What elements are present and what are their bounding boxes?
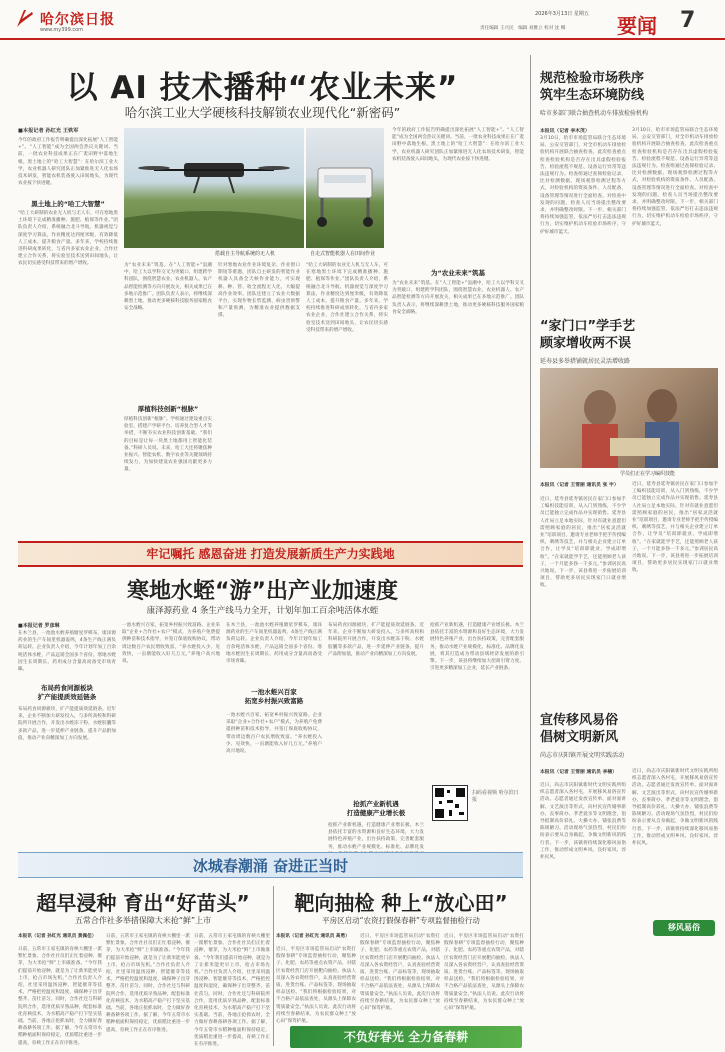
bottom-left-subhead: 五常合作社多举措保障大米抢“鲜”上市: [74, 916, 212, 925]
photo-field-robot: [306, 128, 384, 248]
main-subtitle-2: 为“农业未来”筑基: [430, 269, 486, 277]
middle-sub-2: 一池水蛭兴百家 拓宽乡村振兴致富路: [244, 688, 304, 705]
bottom-divider: [273, 886, 274, 1046]
banner-middle-text: 冰城春潮涌 奋进正当时: [192, 857, 349, 875]
section-label: 要闻: [617, 14, 657, 38]
qr-code[interactable]: [432, 785, 468, 821]
masthead-rule: [0, 38, 725, 40]
banner-top-text: 牢记嘱托 感恩奋进 打造发展新质生产力实践地: [146, 547, 395, 561]
bottom-right-byline: 本报讯（记者 孙红光 通讯员 高勇）: [276, 934, 350, 939]
main-para-3: 为“农业未来”筑基。在“人工智能+”浪潮中，哈工大以学科交叉为突破口，组建跨学科团队，围绕智慧农业、农业机器人、农产品智能检测等方向开展攻关，相关成果已在多地示范推广。团队负责人表示，将继续深耕黑土地，推动更多硬核科技服务国家粮食安全战略。: [124, 263, 212, 312]
main-para-5: 针对寒地农业作业环境复杂、作业窗口期短等难题，团队自主研发的智能作业机器人具备全天候作业能力，可实现耕、种、管、收全流程无人化，大幅提高作业效率。团队还建立了农业大数据平台，实现作物长势监测、病虫害预警和产量预测，为精准农业提供数据支撑。: [218, 263, 300, 319]
photo-craft-training: [540, 368, 718, 468]
bottom-left-byline: 本报讯（记者 孙红光 通讯员 黄佩佳）: [18, 934, 97, 939]
right-bottom-para-b: 近日，尚志市庆阳镇新时代文明实践所组织志愿者深入各村屯，开展移风易俗宣传活动。志愿者通过发放宣传单、面对面讲解、文艺演出等形式，向村民宣传婚事新办、丧事简办、孝老爱亲等文明理念，倡导抵制高价彩礼、大操大办、铺张浪费等陈规陋习。活动现场气氛热烈，村民们纷纷表示要从自身做起，争做文明新风的践行者。下一步，该镇将持续深化移风易俗工作，推动形成文明乡风、良好家风、淳朴民风。: [632, 769, 718, 847]
middle-subhead: 康泽源药业 4 条生产线马力全开，计划年加工百余吨活体水蛭: [146, 606, 379, 616]
photo-caption-2: 自走式智能机器人在田间作业: [310, 251, 376, 257]
main-para-4: 厚植科技创新“根脉”。学校通过建设重点实验室、搭建产学研平台、培养复合型人才等举措，不断夯实农业科技创新基础。“我们的目标是让每一块黑土地都用上智能化装备。”科研人员说。未来，哈工大还将聚焦种业振兴、智能农机、数字农业等关键领域持续发力，为加快建设农业强国贡献更多力量。: [124, 417, 212, 473]
middle-byline: ■本报记者 罗彦琳: [18, 623, 60, 629]
main-para-6: “哈工大研制的农业无人机与无人车，可在寒地黑土环境下完成精准播种、施肥、植保等作业。”团队负责人介绍，系统融合北斗导航、机器视觉与深度学习算法，作业精度达到厘米级，有效降低人工成本，提升粮食产量。多年来，学校持续推进科研成果转化，与省内多家农业企业、合作社建立合作关系，将实验室技术送到田间地头，让农民切实感受科技带来的增产增收。: [306, 263, 388, 333]
main-subtitle-1: 黑土地上的“哈工大智慧”: [31, 200, 105, 208]
right-top-headline: 规范检验市场秩序 筑牢生态环境防线: [540, 71, 645, 103]
main-para-2: “哈工大研制的农业无人机与无人车，可在寒地黑土环境下完成精准播种、施肥、植保等作业。”团队负责人介绍，系统融合北斗导航、机器视觉与深度学习算法，作业精度达到厘米级，有效降低人工成本，提升粮食产量。多年来，学校持续推进科研成果转化，与省内多家农业企业、合作社建立合作关系，将实验室技术送到田间地头，让农民切实感受科技带来的增产增收。: [18, 211, 118, 267]
right-bottom-para: 近日，尚志市庆阳镇新时代文明实践所组织志愿者深入各村屯，开展移风易俗宣传活动。志愿者通过发放宣传单、面对面讲解、文艺演出等形式，向村民宣传婚事新办、丧事简办、孝老爱亲等文明理念，倡导抵制高价彩礼、大操大办、铺张浪费等陈规陋习。活动现场气氛热烈，村民们纷纷表示要从自身做起，争做文明新风的践行者。下一步，该镇将持续深化移风易俗工作，推动形成文明乡风、良好家风、淳朴民风。: [540, 783, 626, 861]
photo-caption-3: 学员们正在学习编织技能: [620, 471, 676, 477]
right-bottom-byline: 本报讯（记者 王雪丽 通讯员 李楠）: [540, 770, 617, 775]
main-headline: 以 AI 技术播种“农业未来”: [66, 70, 459, 106]
banner-top: [18, 541, 523, 567]
right-mid-subhead: 延寿县多举措铺就居民灵活增收路: [540, 358, 631, 365]
right-top-para-b: 3月10日，哈市市场监管局联合生态环境局、公安交管部门，对全市机动车排放检验机构开展联合抽查检查。此次检查重点检查检验机构是否存在出具虚假检验报告、检验流程不规范、设备运行异常等违法违规行为。检查组通过查阅检验记录、比对检测数据、现场观察检测过程等方式，对检验机构的资质条件、人员配备、设备管理等情况进行全面检查。对检查中发现的问题，检查人员当场提出整改要求，并明确整改时限。下一步，相关部门将持续加强监管，依法严厉打击违法违规行为，切实维护机动车检验市场秩序，守护好城市蓝天。: [632, 128, 718, 227]
qr-label: 扫码看视频 哈尔滨日报: [472, 790, 519, 803]
bottom-right-subhead: 平房区启动“农资打假保春耕”专项监督抽检行动: [322, 916, 480, 925]
bottom-left-para-3: 日前，五常市王家屯镇的育秧大棚里一派繁忙景象。合作社社员们正忙着浸种、催芽，为大米抢“鲜”上市做准备。“今年我们提前开始浸种，就是为了让新米能更早上市，抢占市场先机。”合作社负责人介绍，社里采用温汤浸种、智能催芽等技术，严格把控温度和湿度，确保种子出芽整齐、苗壮苗匀。同时，合作社还与科研院所合作，选用优质早熟品种，配套标准化育秧技术，为水稻高产稳产打下坚实基础。当前，各地正抢抓农时，全力做好春耕备耕各项工作。据了解，今年五常市水稻种植面积保持稳定，优质稻比重进一步提高，育秧工作正在有序推进。: [194, 934, 270, 1048]
right-top-para: 3月10日，哈市市场监管局联合生态环境局、公安交管部门，对全市机动车排放检验机构开展联合抽查检查。此次检查重点检查检验机构是否存在出具虚假检验报告、检验流程不规范、设备运行异常等违法违规行为。检查组通过查阅检验记录、比对检测数据、现场观察检测过程等方式，对检验机构的资质条件、人员配备、设备管理等情况进行全面检查。对检查中发现的问题，检查人员当场提出整改要求，并明确整改时限。下一步，相关部门将持续加强监管，依法严厉打击违法违规行为，切实维护机动车检验市场秩序，守护好城市蓝天。: [540, 136, 626, 235]
right-bottom-subhead: 尚志市庆阳镇开展文明实践活动: [540, 752, 625, 759]
editor-credits: 责任编辑 王兴民 编辑 刘雅立 校对 沈 娜: [480, 26, 566, 31]
bottom-left-headline: 超早浸种 育出“好苗头”: [36, 891, 250, 915]
footer-banner: [290, 1026, 522, 1048]
right-column-divider: [530, 55, 531, 960]
main-subhead: 哈尔滨工业大学硬核科技解锁农业现代化“新密码”: [124, 105, 401, 120]
newspaper-logo-icon: [14, 7, 36, 29]
middle-para-3: 一池水蛭兴百家，拓宽乡村振兴致富路。企业采取“企业+合作社+农户”模式，为养殖户免费提供种苗和技术指导，并签订保底收购协议，带动周边数百户农民增收致富。“养水蛭投入少、见效快，一亩塘能收入好几万元。”养殖户高兴地说。: [122, 623, 220, 665]
middle-sub-3: 抢抓产业新机遇 打造健康产业增长极: [346, 800, 406, 817]
photo-drone-field: [124, 128, 304, 248]
bottom-left-para-2: 日前，五常市王家屯镇的育秧大棚里一派繁忙景象。合作社社员们正忙着浸种、催芽，为大米抢“鲜”上市做准备。“今年我们提前开始浸种，就是为了让新米能更早上市，抢占市场先机。”合作社负责人介绍，社里采用温汤浸种、智能催芽等技术，严格把控温度和湿度，确保种子出芽整齐、苗壮苗匀。同时，合作社还与科研院所合作，选用优质早熟品种，配套标准化育秧技术，为水稻高产稳产打下坚实基础。当前，各地正抢抓农时，全力做好春耕备耕各项工作。据了解，今年五常市水稻种植面积保持稳定，优质稻比重进一步提高，育秧工作正在有序推进。: [106, 934, 190, 1033]
right-top-byline: 本报讯（记者 李木茂）: [540, 129, 590, 134]
middle-para-4: 在木兰县，一池池水蛭养殖塘星罗棋布，康泽源药业的生产车间里机器轰鸣，4条生产线正满负荷运转。企业负责人介绍，今年计划年加工百余吨活体水蛭，产品远销全国多个省份。寒地水蛭因生长周期长、药用成分含量高而备受市场青睐。: [226, 623, 322, 665]
banner-middle: [18, 852, 523, 878]
masthead: [0, 0, 725, 44]
middle-para-2: 布局药食同源板块，扩产能提质效延链条。近年来，企业不断加大研发投入，与多所高校和科研院所开展合作，开发出水蛭冻干粉、水蛭胶囊等多款产品，进一步延伸产业链条，提升产品附加值，推动产业向精深加工方向发展。: [18, 707, 116, 741]
main-para-1: 今年的政府工作报告明确提出深化拓展“人工智能+”。“人工智能”成为全国两会热议关键词。当前，一批农业科技成果正在广袤田野中落地生根。黑土地上的“哈工大智慧”：在哈尔滨工业大学，农业机器人研究团队正加紧推进无人化农场技术研发，智能农机装备驶入田间地头，为现代农业按下快进键。: [18, 138, 118, 187]
middle-sub-1: 布局药食同源板块 扩产能提质效延链条: [37, 684, 97, 701]
middle-headline: 寒地水蛭“游”出产业加速度: [127, 579, 398, 604]
right-bottom-label: 移风易俗: [653, 920, 715, 936]
middle-para-6: 布局药食同源板块，扩产能提质效延链条。近年来，企业不断加大研发投入，与多所高校和科研院所开展合作，开发出水蛭冻干粉、水蛭胶囊等多款产品，进一步延伸产业链条，提升产品附加值，推动产业向精深加工方向发展。: [328, 623, 424, 657]
photo-caption-1: 搭载自主导航系统的无人机: [215, 251, 276, 257]
right-mid-byline: 本报讯（记者 王雪丽 通讯员 张 宇）: [540, 483, 619, 488]
right-mid-headline: “家门口”学手艺 顾家增收两不误: [540, 319, 636, 351]
main-subtitle-3: 厚植科技创新“根脉”: [137, 405, 199, 413]
middle-para-1: 在木兰县，一池池水蛭养殖塘星罗棋布，康泽源药业的生产车间里机器轰鸣，4条生产线正满负荷运转。企业负责人介绍，今年计划年加工百余吨活体水蛭，产品远销全国多个省份。寒地水蛭因生长周期长、药用成分含量高而备受市场青睐。: [18, 631, 116, 673]
page-number: 7: [680, 8, 696, 33]
footer-banner-text: 不负好春光 全力备春耕: [343, 1030, 469, 1044]
middle-para-7: 抢抓产业新机遇，打造健康产业增长极。木兰县依托丰富的水资源和良好生态环境，大力发展特色养殖产业，出台扶持政策，完善配套服务，推动水蛭产业规模化、标准化、品牌化发: [328, 823, 424, 850]
paper-name: 哈尔滨日报: [40, 12, 115, 28]
main-para-7: 今年的政府工作报告明确提出深化拓展“人工智能+”。“人工智能”成为全国两会热议关键词。当前，一批农业科技成果正在广袤田野中落地生根。黑土地上的“哈工大智慧”：在哈尔滨工业大学，农业机器人研究团队正加紧推进无人化农场技术研发，智能农机装备驶入田间地头，为现代农业按下快进键。: [392, 128, 524, 162]
right-top-subhead: 哈市多部门联合抽查机动车排放检验机构: [540, 110, 649, 117]
bottom-right-para-3: 近日，平房区市场监管局启动“农资打假保春耕”专项监督抽检行动，聚焦种子、化肥、农药等重点农资产品，对辖区农资经营门店开展靶向抽检。执法人员深入各农资经营户，认真查验经营资质、进货台账、产品标签等，现场抽取样品送检。“我们将根据检验结果，对不合格产品依法查处，从源头上保障农资质量安全。”执法人员说。此次行动将持续至春耕结束，为农民群众种上“放心田”保驾护航。: [444, 934, 524, 1012]
main-byline: ■本报记者 孙红光 王铁军: [18, 128, 79, 134]
middle-para-5: 一池水蛭兴百家，拓宽乡村振兴致富路。企业采取“企业+合作社+农户”模式，为养殖户免费提供种苗和技术指导，并签订保底收购协议，带动周边数百户农民增收致富。“养水蛭投入少、见效快，一亩塘能收入好几万元。”养殖户高兴地说。: [226, 713, 322, 755]
issue-date: 2026年3月13日 星期五: [535, 11, 589, 17]
right-mid-para-b: 近日，延寿县延寿镇居民在家门口参加手工编织技能培训，从入门到熟练，不少学员已能独立完成作品并实现销售。延寿县人社局立足本地实际，针对有就业意愿但需照顾家庭的居民，推出“居家灵活就业”培训项目，邀请专业老师手把手传授编织、刺绣等技艺，并与相关企业建立订单合作，让学员“培训即就业、学成即增收”。“在家就能学手艺，还能照顾老人孩子，一个月能多挣一千多元。”参训居民高兴地说。下一步，该县将进一步拓展培训项目，帮助更多居民实现家门口就业增收。: [632, 482, 718, 574]
bottom-left-para-1: 日前，五常市王家屯镇的育秧大棚里一派繁忙景象。合作社社员们正忙着浸种、催芽，为大米抢“鲜”上市做准备。“今年我们提前开始浸种，就是为了让新米能更早上市，抢占市场先机。”合作社负责人介绍，社里采用温汤浸种、智能催芽等技术，严格把控温度和湿度，确保种子出芽整齐、苗壮苗匀。同时，合作社还与科研院所合作，选用优质早熟品种，配套标准化育秧技术，为水稻高产稳产打下坚实基础。当前，各地正抢抓农时，全力做好春耕备耕各项工作。据了解，今年五常市水稻种植面积保持稳定，优质稻比重进一步提高，育秧工作正在有序推进。: [18, 947, 102, 1046]
main-para-8: 为“农业未来”筑基。在“人工智能+”浪潮中，哈工大以学科交叉为突破口，组建跨学科团队，围绕智慧农业、农业机器人、农产品智能检测等方向开展攻关，相关成果已在多地示范推广。团队负责人表示，将继续深耕黑土地，推动更多硬核科技服务国家粮食安全战略。: [392, 281, 524, 315]
right-bottom-headline: 宣传移风易俗 倡树文明新风: [540, 713, 619, 745]
bottom-right-headline: 靶向抽检 种上“放心田”: [294, 891, 508, 915]
right-mid-para: 近日，延寿县延寿镇居民在家门口参加手工编织技能培训，从入门到熟练，不少学员已能独立完成作品并实现销售。延寿县人社局立足本地实际，针对有就业意愿但需照顾家庭的居民，推出“居家灵活就业”培训项目，邀请专业老师手把手传授编织、刺绣等技艺，并与相关企业建立订单合作，让学员“培训即就业、学成即增收”。“在家就能学手艺，还能照顾老人孩子，一个月能多挣一千多元。”参训居民高兴地说。下一步，该县将进一步拓展培训项目，帮助更多居民实现家门口就业增收。: [540, 497, 626, 589]
bottom-right-para-2: 近日，平房区市场监管局启动“农资打假保春耕”专项监督抽检行动，聚焦种子、化肥、农药等重点农资产品，对辖区农资经营门店开展靶向抽检。执法人员深入各农资经营户，认真查验经营资质、进货台账、产品标签等，现场抽取样品送检。“我们将根据检验结果，对不合格产品依法查处，从源头上保障农资质量安全。”执法人员说。此次行动将持续至春耕结束，为农民群众种上“放心田”保驾护航。: [360, 934, 440, 1012]
bottom-right-para-1: 近日，平房区市场监管局启动“农资打假保春耕”专项监督抽检行动，聚焦种子、化肥、农药等重点农资产品，对辖区农资经营门店开展靶向抽检。执法人员深入各农资经营户，认真查验经营资质、进货台账、产品标签等，现场抽取样品送检。“我们将根据检验结果，对不合格产品依法查处，从源头上保障农资质量安全。”执法人员说。此次行动将持续至春耕结束，为农民群众种上“放心田”保驾护航。: [276, 947, 356, 1025]
paper-url: www.my399.com: [40, 27, 84, 33]
middle-para-8: 抢抓产业新机遇，打造健康产业增长极。木兰县依托丰富的水资源和良好生态环境，大力发展特色养殖产业，出台扶持政策，完善配套服务，推动水蛭产业规模化、标准化、品牌化发展，将其打造成为带动县域经济发展的新引擎。下一步，该县将继续加大招商引资力度，引进更多精深加工企业，延长产业链条。: [430, 623, 524, 672]
